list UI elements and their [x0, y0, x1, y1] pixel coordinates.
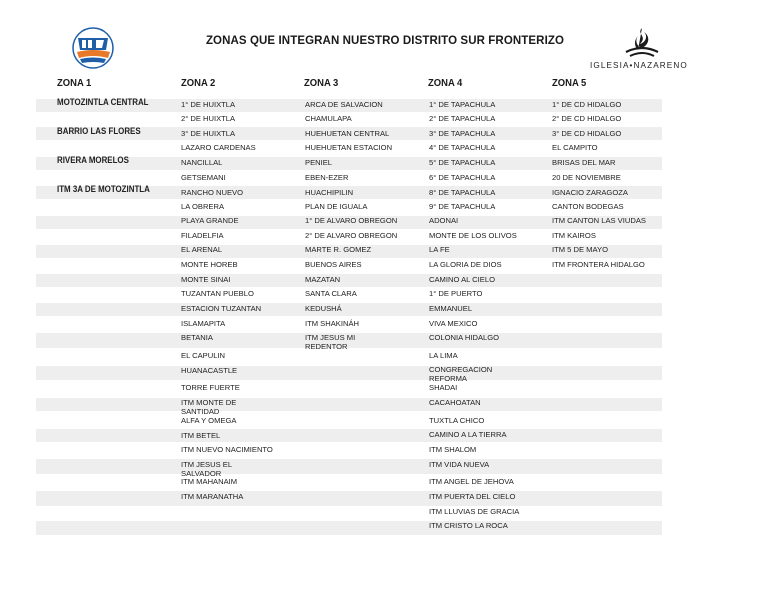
list-item: ITM PUERTA DEL CIELO [429, 492, 516, 501]
list-item: LA FE [429, 245, 450, 254]
list-item: HUEHUETAN ESTACION [305, 143, 393, 152]
list-item: VIVA MEXICO [429, 319, 478, 328]
list-item: CONGREGACION REFORMA [429, 365, 493, 383]
list-item: LAZARO CARDENAS [181, 143, 256, 152]
row-stripe [36, 398, 662, 411]
zone-1-header: ZONA 1 [57, 77, 92, 89]
list-item: MONTE DE LOS OLIVOS [429, 231, 517, 240]
list-item: MONTE HOREB [181, 260, 238, 269]
list-item: 20 DE NOVIEMBRE [552, 173, 621, 182]
list-item: RANCHO NUEVO [181, 188, 244, 197]
list-item: 2° DE TAPACHULA [429, 114, 496, 123]
list-item: BETANIA [181, 333, 213, 342]
row-stripe [36, 491, 662, 506]
list-item: ITM 3A DE MOTOZINTLA [57, 184, 150, 194]
list-item: ESTACION TUZANTAN [181, 304, 262, 313]
list-item: EBEN-EZER [305, 173, 349, 182]
list-item: IGNACIO ZARAGOZA [552, 188, 628, 197]
list-item: TORRE FUERTE [181, 383, 240, 392]
list-item: ADONAI [429, 216, 459, 225]
list-item: COLONIA HIDALGO [429, 333, 500, 342]
list-item: ITM SHALOM [429, 445, 477, 454]
list-item: 2° DE CD HIDALGO [552, 114, 622, 123]
list-item: ITM JESUS MI REDENTOR [305, 333, 356, 351]
row-stripe [36, 459, 662, 474]
district-logo [70, 26, 116, 70]
list-item: PENIEL [305, 158, 333, 167]
list-item: CHAMULAPA [305, 114, 352, 123]
zone-2-header: ZONA 2 [181, 77, 216, 89]
list-item: ITM VIDA NUEVA [429, 460, 490, 469]
zone-4-header: ZONA 4 [428, 77, 463, 89]
list-item: ITM MONTE DE SANTIDAD [181, 398, 237, 416]
zone-5-header: ZONA 5 [552, 77, 587, 89]
list-item: 4° DE TAPACHULA [429, 143, 496, 152]
zone-3-header: ZONA 3 [304, 77, 339, 89]
list-item: ITM MAHANAIM [181, 477, 238, 486]
list-item: 6° DE TAPACHULA [429, 173, 496, 182]
list-item: ITM CANTON LAS VIUDAS [552, 216, 646, 225]
list-item: CAMINO AL CIELO [429, 275, 495, 284]
list-item: LA LIMA [429, 351, 458, 360]
list-item: EL CAMPITO [552, 143, 598, 152]
list-item: ITM KAIROS [552, 231, 596, 240]
row-stripe [36, 366, 662, 380]
list-item: 3° DE CD HIDALGO [552, 129, 622, 138]
list-item: NANCILLAL [181, 158, 223, 167]
list-item: BARRIO LAS FLORES [57, 126, 141, 136]
list-item: MONTE SINAI [181, 275, 231, 284]
list-item: 2° DE ALVARO OBREGON [305, 231, 398, 240]
list-item: ARCA DE SALVACION [305, 100, 383, 109]
list-item: 8° DE TAPACHULA [429, 188, 496, 197]
list-item: BUENOS AIRES [305, 260, 362, 269]
list-item: ITM ANGEL DE JEHOVA [429, 477, 514, 486]
list-item: ITM 5 DE MAYO [552, 245, 608, 254]
list-item: ISLAMAPITA [181, 319, 226, 328]
list-item: ITM MARANATHA [181, 492, 244, 501]
list-item: TUZANTAN PUEBLO [181, 289, 254, 298]
flame-icon [622, 26, 662, 60]
list-item: ITM NUEVO NACIMIENTO [181, 445, 273, 454]
list-item: ITM BETEL [181, 431, 221, 440]
list-item: 1° DE ALVARO OBREGON [305, 216, 398, 225]
church-logo-text: IGLESIA•NAZARENO [590, 61, 688, 70]
list-item: 3° DE TAPACHULA [429, 129, 496, 138]
list-item: MOTOZINTLA CENTRAL [57, 97, 149, 107]
list-item: 1° DE PUERTO [429, 289, 483, 298]
list-item: HUACHIPILIN [305, 188, 354, 197]
list-item: EL ARENAL [181, 245, 223, 254]
list-item: ITM SHAKINÁH [305, 319, 360, 328]
list-item: 1° DE HUIXTLA [181, 100, 236, 109]
list-item: CAMINO A LA TIERRA [429, 430, 507, 439]
list-item: ITM FRONTERA HIDALGO [552, 260, 645, 269]
list-item: 1° DE CD HIDALGO [552, 100, 622, 109]
list-item: PLAN DE IGUALA [305, 202, 368, 211]
list-item: BRISAS DEL MAR [552, 158, 616, 167]
list-item: GETSEMANI [181, 173, 226, 182]
list-item: ITM JESUS EL SALVADOR [181, 460, 233, 478]
list-item: HUANACASTLE [181, 366, 238, 375]
list-item: 5° DE TAPACHULA [429, 158, 496, 167]
zone-headers [57, 77, 677, 91]
list-item: PLAYA GRANDE [181, 216, 239, 225]
list-item: MARTE R. GOMEZ [305, 245, 372, 254]
list-item: 2° DE HUIXTLA [181, 114, 236, 123]
list-item: SANTA CLARA [305, 289, 357, 298]
list-item: CACAHOATAN [429, 398, 481, 407]
list-item: RIVERA MORELOS [57, 155, 129, 165]
list-item: TUXTLA CHICO [429, 416, 485, 425]
list-item: EMMANUEL [429, 304, 473, 313]
list-item: 3° DE HUIXTLA [181, 129, 236, 138]
list-item: MAZATAN [305, 275, 341, 284]
page-title: ZONAS QUE INTEGRAN NUESTRO DISTRITO SUR FRONTERIZO [205, 35, 565, 47]
list-item: FILADELFIA [181, 231, 224, 240]
list-item: ALFA Y OMEGA [181, 416, 237, 425]
church-logo [590, 26, 700, 74]
list-item: LA GLORIA DE DIOS [429, 260, 502, 269]
list-item: 9° DE TAPACHULA [429, 202, 496, 211]
list-item: CANTON BODEGAS [552, 202, 624, 211]
list-item: LA OBRERA [181, 202, 225, 211]
list-item: SHADAI [429, 383, 458, 392]
list-item: KEDUSHÁ [305, 304, 342, 313]
list-item: EL CAPULIN [181, 351, 226, 360]
list-item: ITM LLUVIAS DE GRACIA [429, 507, 520, 516]
list-item: ITM CRISTO LA ROCA [429, 521, 508, 530]
row-stripe [36, 521, 662, 535]
row-stripe [36, 429, 662, 442]
list-item: 1° DE TAPACHULA [429, 100, 496, 109]
list-item: HUEHUETAN CENTRAL [305, 129, 390, 138]
